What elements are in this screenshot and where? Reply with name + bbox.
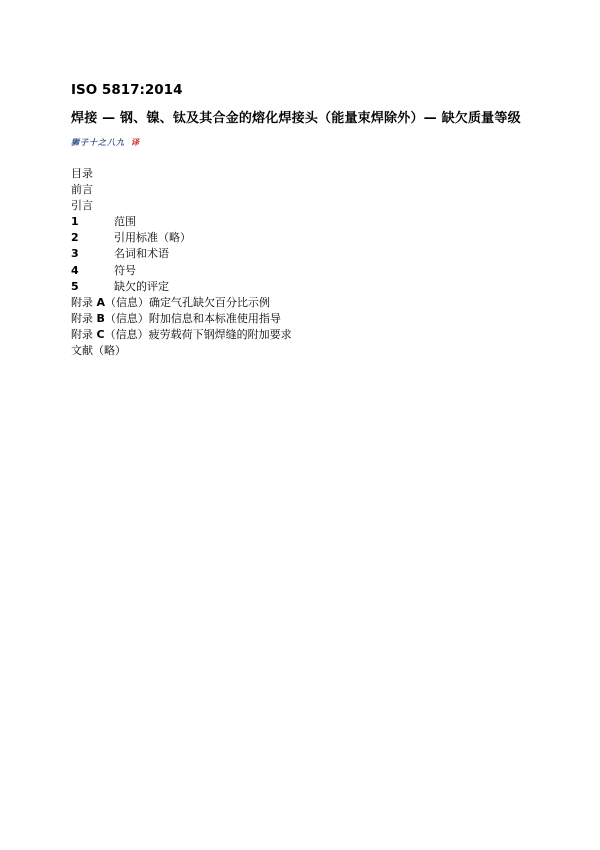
toc-label: 名词和术语 — [114, 247, 169, 261]
toc-item-assessment — [71, 279, 292, 295]
toc-annex-prefix: 附录 — [71, 327, 93, 341]
table-of-contents — [71, 166, 292, 359]
toc-item-introduction — [71, 198, 292, 214]
toc-item-foreword — [71, 182, 292, 198]
toc-label: 目录 — [71, 167, 93, 180]
toc-label: （信息）疲劳载荷下钢焊缝的附加要求 — [104, 327, 292, 341]
toc-annex-letter: B — [96, 311, 105, 325]
translator-suffix: 译 — [131, 137, 140, 147]
toc-number: 3 — [71, 247, 79, 261]
toc-label: （信息）确定气孔缺欠百分比示例 — [105, 295, 271, 309]
toc-label: 范围 — [114, 215, 136, 229]
toc-item-normative-references — [71, 230, 292, 246]
toc-label: 文献（略） — [71, 344, 126, 358]
toc-annex-prefix: 附录 — [71, 295, 93, 309]
toc-item-annex-a — [71, 295, 292, 311]
toc-annex-letter: C — [96, 327, 105, 341]
toc-item-annex-b — [71, 311, 292, 327]
translator-name: 狮子十之八九 — [71, 137, 125, 147]
toc-item-bibliography — [71, 343, 292, 359]
document-title: 焊接 — 钢、镍、钛及其合金的熔化焊接头（能量束焊除外）— 缺欠质量等级 — [71, 111, 521, 126]
toc-item-contents — [71, 166, 292, 182]
toc-item-symbols — [71, 263, 292, 279]
toc-item-terms-definitions — [71, 246, 292, 262]
toc-label: 前言 — [71, 183, 93, 197]
toc-label: 引言 — [71, 199, 93, 213]
toc-number: 1 — [71, 215, 79, 229]
toc-number: 4 — [71, 263, 79, 277]
translator-signature — [71, 137, 140, 147]
toc-label: 引用标准（略） — [114, 231, 191, 245]
document-code: ISO 5817:2014 — [71, 82, 183, 98]
toc-number: 5 — [71, 279, 79, 293]
toc-item-scope — [71, 214, 292, 230]
toc-label: 缺欠的评定 — [114, 279, 169, 293]
toc-item-annex-c — [71, 327, 292, 343]
toc-annex-prefix: 附录 — [71, 311, 93, 325]
toc-label: （信息）附加信息和本标准使用指导 — [104, 311, 281, 325]
toc-number: 2 — [71, 231, 79, 245]
toc-label: 符号 — [114, 263, 136, 277]
toc-annex-letter: A — [96, 295, 106, 309]
